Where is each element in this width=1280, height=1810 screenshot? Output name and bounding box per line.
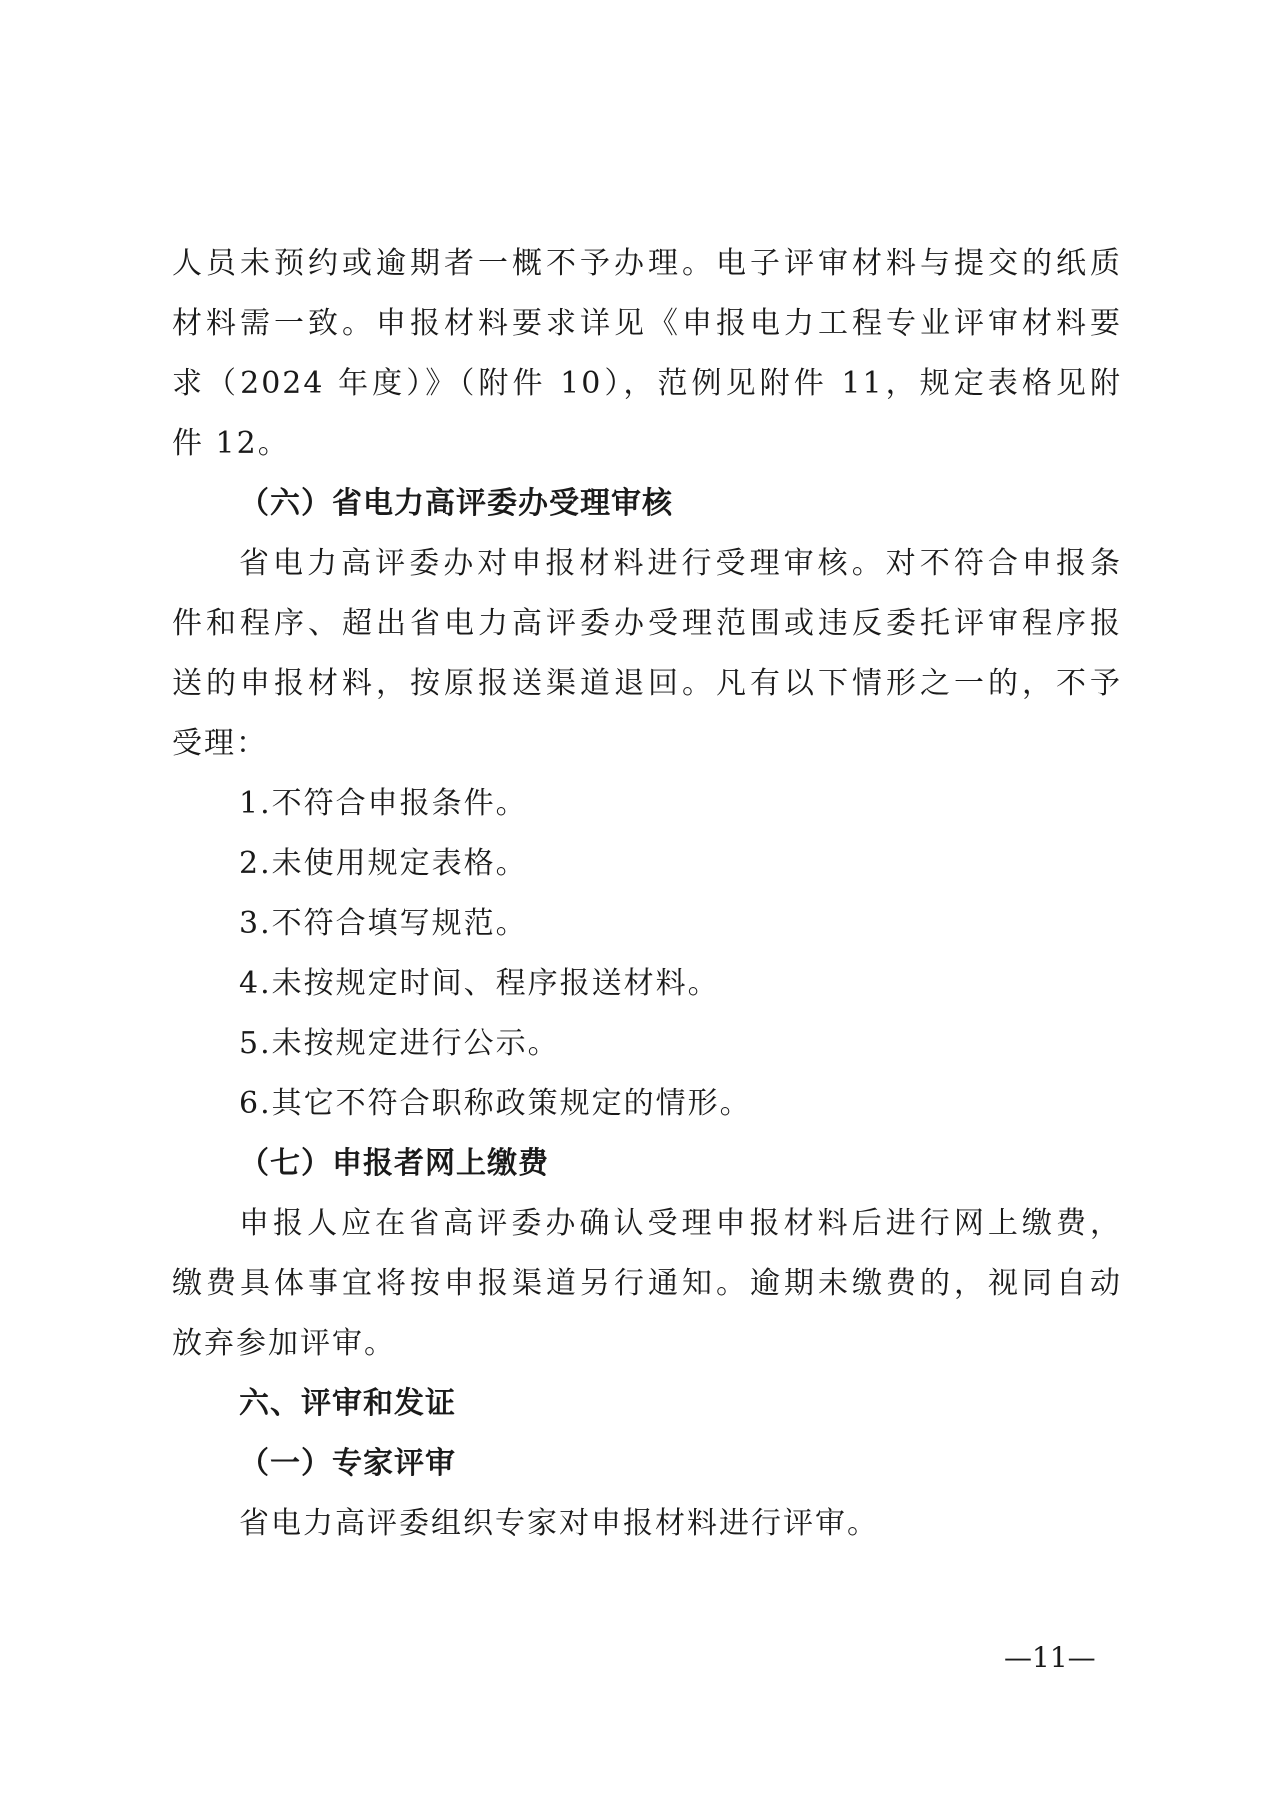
paragraph-line: 省电力高评委办对申报材料进行受理审核。对不符合申报条 (239, 546, 1122, 581)
paragraph-line: 件 12。 (172, 426, 290, 461)
list-item: 3.不符合填写规范。 (239, 906, 528, 941)
page-body (172, 234, 1122, 1554)
list-item: 1.不符合申报条件。 (239, 786, 528, 821)
list-item: 4.未按规定时间、程序报送材料。 (239, 966, 720, 1001)
paragraph-line: 人员未预约或逾期者一概不予办理。电子评审材料与提交的纸质 (172, 246, 1122, 281)
paragraph-line: 件和程序、超出省电力高评委办受理范围或违反委托评审程序报 (172, 606, 1122, 641)
subsection-heading-1: （一）专家评审 (239, 1446, 456, 1481)
page-number: —11— (1004, 1641, 1096, 1674)
part-heading-6: 六、评审和发证 (239, 1386, 456, 1421)
paragraph-line: 放弃参加评审。 (172, 1326, 396, 1361)
paragraph-line: 缴费具体事宜将按申报渠道另行通知。逾期未缴费的，视同自动 (172, 1266, 1122, 1301)
list-item: 2.未使用规定表格。 (239, 846, 528, 881)
paragraph-line: 材料需一致。申报材料要求详见《申报电力工程专业评审材料要 (172, 306, 1122, 341)
section-heading-7: （七）申报者网上缴费 (239, 1146, 549, 1181)
list-item: 6.其它不符合职称政策规定的情形。 (239, 1086, 752, 1121)
paragraph-line: 申报人应在省高评委办确认受理申报材料后进行网上缴费， (239, 1206, 1122, 1241)
list-item: 5.未按规定进行公示。 (239, 1026, 560, 1061)
paragraph-line: 受理： (172, 726, 268, 761)
paragraph-line: 求（2024 年度）》（附件 10），范例见附件 11，规定表格见附 (172, 366, 1122, 401)
paragraph-line: 省电力高评委组织专家对申报材料进行评审。 (239, 1506, 879, 1541)
paragraph-line: 送的申报材料，按原报送渠道退回。凡有以下情形之一的，不予 (172, 666, 1122, 701)
section-heading-6: （六）省电力高评委办受理审核 (239, 486, 673, 521)
